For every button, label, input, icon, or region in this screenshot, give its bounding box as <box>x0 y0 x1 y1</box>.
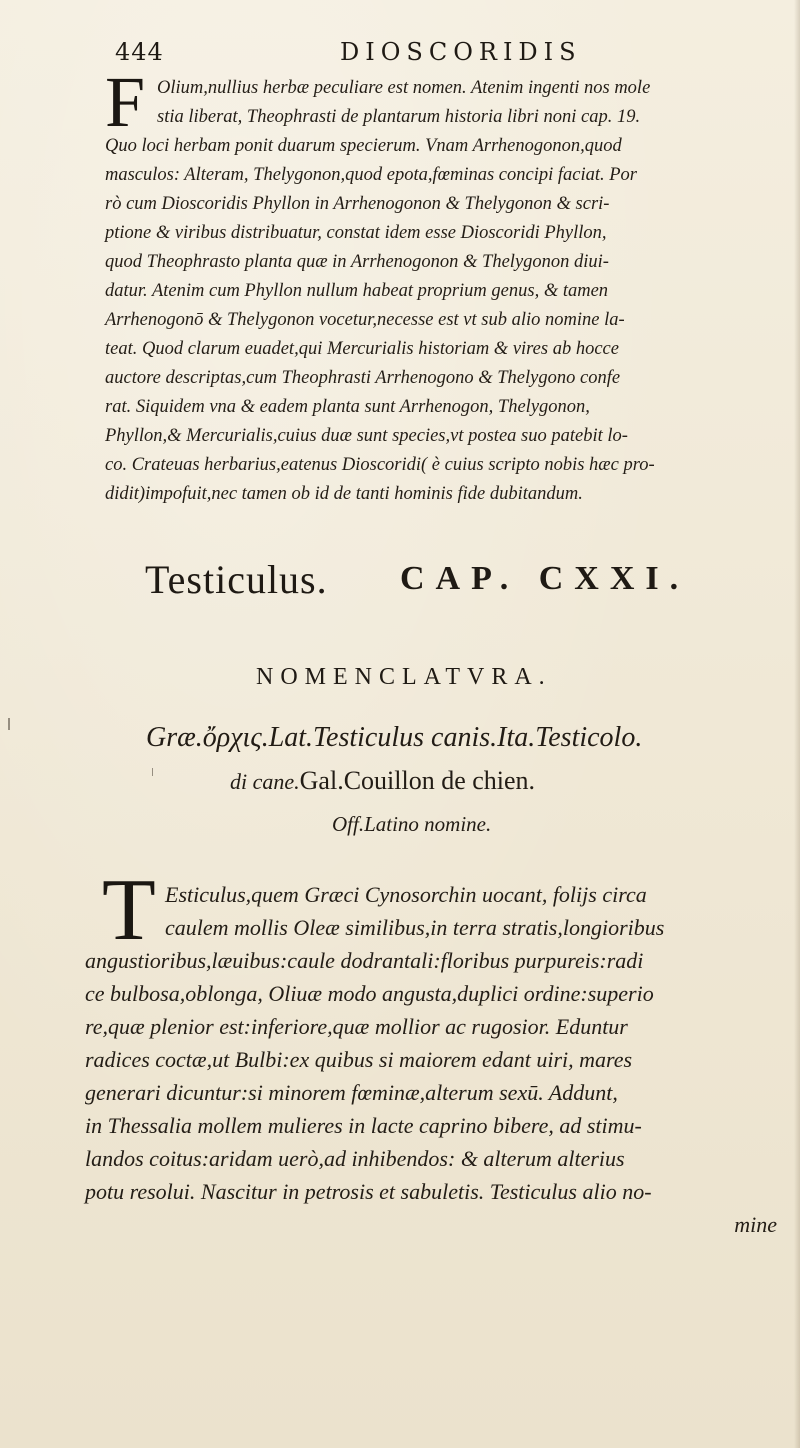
synonym-line <box>230 766 535 796</box>
chapter-number: CAP. CXXI. <box>400 560 690 597</box>
nomenclature-heading: NOMENCLATVRA. <box>256 664 552 690</box>
description-paragraph <box>85 878 785 1241</box>
text-line: masculos: Alteram, Thelygonon,quod epota,fœminas concipi faciat. Por <box>105 165 638 185</box>
text-line: caulem mollis Oleæ similibus,in terra stratis,longioribus <box>165 915 665 940</box>
text-line: co. Crateuas herbarius,eatenus Dioscoridi( è cuius scripto nobis hæc pro- <box>105 455 655 475</box>
chapter-title: Testiculus. <box>145 557 328 602</box>
drop-cap-f: F <box>105 62 146 142</box>
text-line: re,quæ plenior est:inferiore,quæ mollior ac rugosior. Eduntur <box>85 1014 628 1039</box>
synonym-line: Off.Latino nomine. <box>332 812 492 836</box>
catchword: mine <box>734 1212 777 1237</box>
text-line: rò cum Dioscoridis Phyllon in Arrhenogonon & Thelygonon & scri- <box>105 194 610 214</box>
text-line: stia liberat, Theophrasti de plantarum historia libri noni cap. 19. <box>157 107 641 127</box>
text-line: Quo loci herbam ponit duarum specierum. Vnam Arrhenogonon,quod <box>105 136 622 156</box>
text-line: auctore descriptas,cum Theophrasti Arrhenogono & Thelygono confe <box>105 368 621 388</box>
text-line: in Thessalia mollem mulieres in lacte caprino bibere, ad stimu- <box>85 1113 642 1138</box>
page-number: 444 <box>115 38 164 66</box>
text-line: angustioribus,læuibus:caule dodrantali:floribus purpureis:radi <box>85 948 644 973</box>
text-line: generari dicuntur:si minorem fœminæ,alterum sexū. Addunt, <box>85 1080 618 1105</box>
chapter-heading <box>145 556 785 616</box>
synonym-line: Græ.ὄρχις.Lat.Testiculus canis.Ita.Testicolo. <box>146 722 643 753</box>
text-line: ce bulbosa,oblonga, Oliuæ modo angusta,duplici ordine:superio <box>85 981 654 1006</box>
margin-speck <box>152 768 153 776</box>
drop-cap-t: T <box>102 862 156 959</box>
text-line: didit)impofuit,nec tamen ob id de tanti hominis fide dubitandum. <box>105 484 583 504</box>
running-title: DIOSCORIDIS <box>340 38 582 66</box>
text-line: quod Theophrasto planta quæ in Arrhenogonon & Thelygonon diui- <box>105 252 609 272</box>
text-line: Arrhenogonō & Thelygonon vocetur,necesse est vt sub alio nomine la- <box>105 310 625 330</box>
text-line: Esticulus,quem Græci Cynosorchin uocant, folijs circa <box>165 882 647 907</box>
margin-speck <box>8 718 10 730</box>
commentary-paragraph <box>105 74 795 509</box>
text-line: ptione & viribus distribuatur, constat idem esse Dioscoridi Phyllon, <box>105 223 607 243</box>
text-line: Phyllon,& Mercurialis,cuius duæ sunt species,vt postea suo patebit lo- <box>105 426 628 446</box>
synonym-italic: di cane. <box>230 769 300 794</box>
text-line: radices coctæ,ut Bulbi:ex quibus si maiorem edant uiri, mares <box>85 1047 633 1072</box>
text-line: teat. Quod clarum euadet,qui Mercurialis historiam & vires ab hocce <box>105 339 619 359</box>
text-line: Olium,nullius herbæ peculiare est nomen. Atenim ingenti nos mole <box>157 78 651 98</box>
text-line: landos coitus:aridam uerò,ad inhibendos: & alterum alterius <box>85 1146 625 1171</box>
text-line: datur. Atenim cum Phyllon nullum habeat proprium genus, & tamen <box>105 281 609 301</box>
synonym-roman: Gal.Couillon de chien. <box>299 766 536 795</box>
text-line: rat. Siquidem vna & eadem planta sunt Arrhenogon, Thelygonon, <box>105 397 590 417</box>
text-line: potu resolui. Nascitur in petrosis et sabuletis. Testiculus alio no- <box>85 1179 652 1204</box>
